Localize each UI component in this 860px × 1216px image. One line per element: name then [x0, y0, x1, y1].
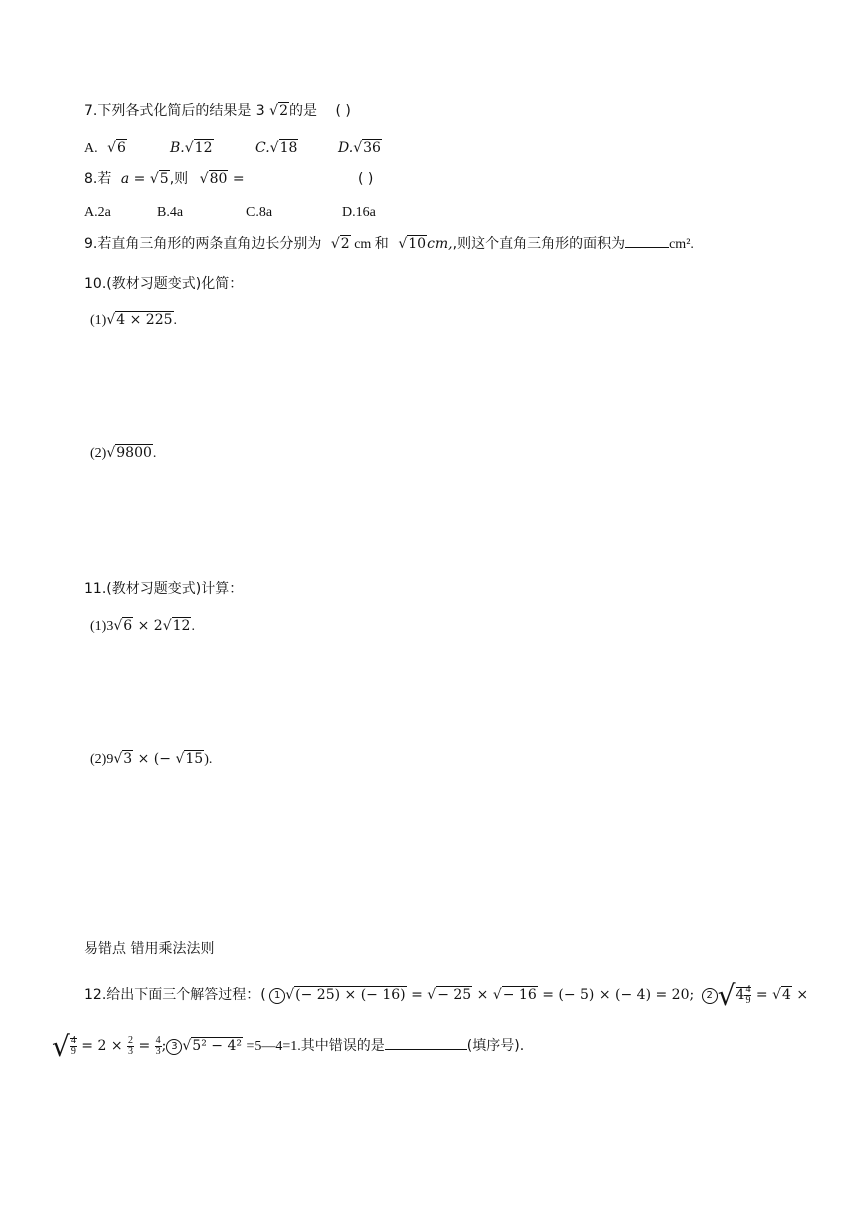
q7-option-c: [255, 138, 298, 159]
frac-denominator: 3: [155, 1046, 161, 1058]
q7-paren: ( ): [335, 103, 351, 119]
q7-option-sqrt: √6: [107, 140, 126, 156]
q8-prefix: 8.若: [84, 171, 112, 187]
q7-option-label: A.: [84, 141, 98, 156]
q8-expr-sqrt: √80: [199, 171, 228, 187]
q12-s3-sqrt: √5² − 4²: [182, 1038, 242, 1054]
q10-p2-sqrt: √9800: [106, 445, 152, 461]
q11-p2-sqrt-1: √3: [113, 751, 133, 767]
q9-sqrt-2: √10: [398, 236, 427, 252]
q12-s2-sqrt-r: √4: [772, 987, 791, 1003]
q12-intro: 12.给出下面三个解答过程：(: [84, 987, 266, 1003]
q10-p2-label: (2): [90, 446, 107, 461]
q9-text2: ,则这个直角三角形的面积为: [452, 236, 626, 252]
q10-title: 10.(教材习题变式)化简：: [84, 276, 244, 292]
q11-p2-label: (2)9: [90, 752, 114, 767]
q10-p2-radicand: 9800: [116, 445, 152, 461]
q8-eq: =: [228, 171, 245, 187]
q12-s2b-sqrt-sign: √: [52, 1030, 70, 1063]
q9-unit2: cm,: [427, 236, 453, 252]
q9-sqrt-1: √2: [330, 236, 350, 252]
q12-s2b-radicand: [70, 1035, 77, 1058]
q8-option-a: A.2a: [84, 205, 111, 220]
q12-s1-rest: = (− 5) × (− 4) = 20;: [537, 987, 695, 1003]
q9-radicand-1: 2: [340, 236, 350, 252]
frac-denominator: 9: [745, 995, 751, 1007]
q12-s3-radicand: 5² − 4²: [192, 1038, 242, 1054]
circled-one: 1: [269, 988, 285, 1004]
q9-answer-blank: [625, 247, 669, 248]
q9-stem: [84, 234, 694, 255]
q9-radicand-2: 10: [408, 236, 427, 252]
q7-option-radicand: 18: [279, 140, 298, 156]
section-heading: 易错点 错用乘法法则: [84, 941, 215, 957]
q12-s2b-eq: = 2 ×: [76, 1038, 128, 1054]
q7-radicand: 2: [279, 103, 289, 119]
q12-s2-whole: 4: [735, 987, 745, 1003]
q7-stem: [84, 101, 351, 121]
q7-text: 7.下列各式化简后的结果是 3: [84, 103, 265, 119]
q10-part-1: [90, 310, 177, 331]
q11-p1-sqrt-1: √6: [113, 618, 133, 634]
q12-s2b-semi: ;: [161, 1038, 167, 1054]
q12-s1-eq: =: [406, 987, 428, 1003]
q7-option-radicand: 12: [194, 140, 213, 156]
q7-option-d: [338, 138, 382, 159]
q8-option-d: D.16a: [342, 205, 376, 220]
q12-s3-rest: =5—4=1.: [242, 1039, 301, 1054]
q11-p1-radicand-2: 12: [172, 618, 191, 634]
q11-p2-end: ).: [204, 752, 213, 767]
q12-s1-radicand: (− 25) × (− 16): [295, 987, 406, 1003]
q10-p1-radicand: 4 × 225: [116, 312, 173, 328]
q8-a-sqrt: √5: [149, 171, 169, 187]
q12-s2b-eq2: =: [134, 1038, 155, 1054]
q12-answer-blank: [385, 1049, 467, 1050]
q11-part-1: [90, 616, 195, 637]
frac-numerator: 4: [70, 1035, 76, 1047]
q12-s2-radicand-r: 4: [782, 987, 791, 1003]
q8-paren: ( ): [358, 171, 374, 187]
q7-option-a: [84, 138, 127, 159]
q11-p1-label: (1)3: [90, 619, 114, 634]
q9-text1: 9.若直角三角形的两条直角边长分别为: [84, 236, 322, 252]
q11-p1-mid: × 2: [133, 618, 163, 634]
q12-s1-radicand-a: − 25: [437, 987, 472, 1003]
q11-p2-sqrt-2: √15: [175, 751, 204, 767]
q8-then: ,则: [169, 171, 189, 187]
q8-a-eq: a =: [120, 171, 150, 187]
q11-p2-radicand-2: 15: [185, 751, 204, 767]
q7-option-radicand: 36: [363, 140, 381, 156]
frac-denominator: 3: [128, 1046, 134, 1058]
q12-frac-2: [155, 1036, 162, 1057]
q12-s2-sqrt-sign: √: [717, 979, 736, 1012]
q9-unit3: cm².: [669, 237, 694, 252]
q7-sqrt: √2: [269, 103, 289, 119]
q12-line-1: [84, 979, 809, 1012]
q10-part-2: [90, 443, 156, 464]
q7-option-sqrt: √36: [353, 140, 381, 156]
q12-s2b-frac: [70, 1036, 77, 1057]
circled-three: 3: [166, 1039, 182, 1055]
q8-expr-radicand: 80: [209, 171, 228, 187]
circled-two: 2: [702, 988, 718, 1004]
q12-s1-times: ×: [472, 987, 493, 1003]
q12-s1-sqrt-a: √− 25: [427, 987, 472, 1003]
frac-numerator: 4: [745, 984, 751, 996]
q12-s1-radicand-b: − 16: [502, 987, 537, 1003]
frac-numerator: 2: [128, 1035, 134, 1047]
q11-p1-sqrt-2: √12: [162, 618, 191, 634]
q12-tail: 其中错误的是: [300, 1038, 385, 1054]
q12-s1-sqrt-b: √− 16: [492, 987, 537, 1003]
q12-frac-1: [127, 1036, 134, 1057]
q10-p2-end: .: [152, 446, 157, 461]
q8-option-c: C.8a: [246, 205, 273, 220]
q12-s2-eq: =: [751, 987, 773, 1003]
q7-option-label: C.: [255, 140, 270, 156]
q7-option-sqrt: √12: [184, 140, 213, 156]
frac-denominator: 9: [70, 1046, 76, 1058]
q11-p2-radicand-1: 3: [123, 751, 133, 767]
q10-p1-label: (1): [90, 313, 107, 328]
q11-title: 11.(教材习题变式)计算：: [84, 581, 244, 597]
q12-s2-radicand: [735, 984, 752, 1007]
q7-option-radicand: 6: [117, 140, 126, 156]
q7-option-label: D.: [338, 140, 354, 156]
q11-p1-end: .: [191, 619, 195, 634]
q12-s2-times: ×: [791, 987, 809, 1003]
q10-p1-sqrt: √4 × 225: [106, 312, 173, 328]
q10-p1-end: .: [173, 313, 178, 328]
q12-s1-sqrt: √(− 25) × (− 16): [285, 987, 406, 1003]
q12-hint: (填序号).: [466, 1038, 525, 1054]
q8-option-b: B.4a: [157, 205, 184, 220]
q11-part-2: [90, 749, 212, 770]
q11-p1-radicand-1: 6: [123, 618, 133, 634]
q8-a-radicand: 5: [159, 171, 169, 187]
q8-stem: [84, 169, 384, 190]
frac-numerator: 4: [155, 1035, 161, 1047]
q12-line-2: [52, 1030, 525, 1063]
q7-suffix: 的是: [289, 103, 318, 119]
q7-option-sqrt: √18: [269, 140, 298, 156]
q11-p2-mid: × (−: [133, 751, 176, 767]
q7-option-b: [170, 138, 214, 159]
q7-option-label: B.: [170, 140, 185, 156]
q9-unit1: cm 和: [350, 237, 389, 252]
